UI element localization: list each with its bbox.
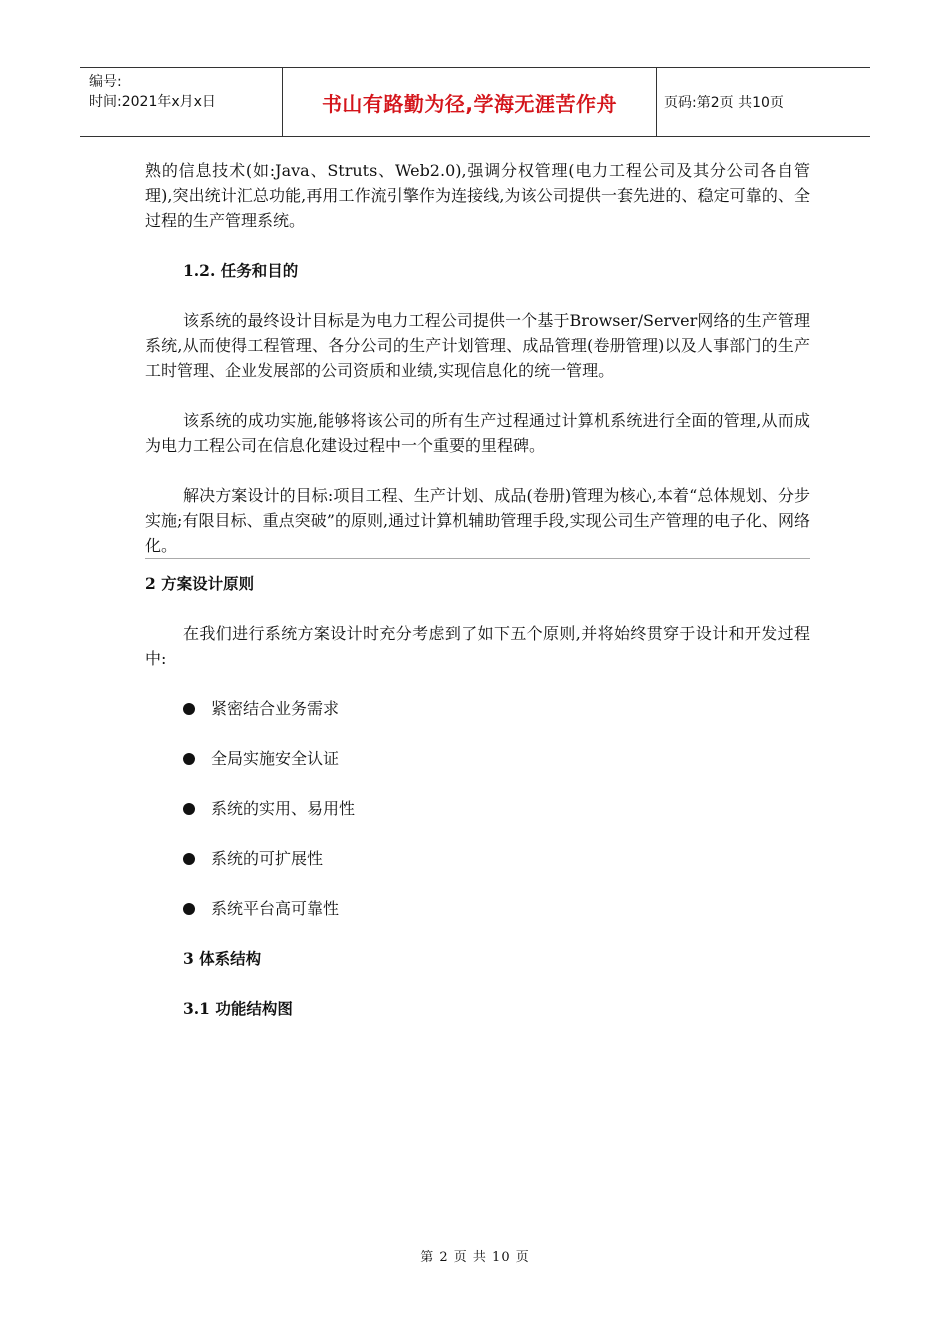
section-heading-3-1: 3.1 功能结构图 [183, 999, 293, 1018]
paragraph-goal: 该系统的最终设计目标是为电力工程公司提供一个基于Browser/Server网络的生产管理系统,从而使得工程管理、各分公司的生产计划管理、成品管理(卷册管理)以及人事部门的生产工时管理、企业发展部的公司资质和业绩,实现信息化的统一管理。 [145, 311, 810, 380]
section-heading-2: 2 方案设计原则 [145, 574, 255, 593]
document-body [145, 158, 810, 1021]
page-footer: 第 2 页 共 10 页 [420, 1250, 530, 1265]
bullet-dot-icon [183, 753, 195, 765]
list-item-text: 系统平台高可靠性 [211, 899, 340, 918]
list-item [145, 746, 810, 771]
list-item-text: 系统的可扩展性 [211, 849, 324, 868]
principles-list [145, 696, 810, 921]
paragraph-principles: 在我们进行系统方案设计时充分考虑到了如下五个原则,并将始终贯穿于设计和开发过程中: [145, 624, 810, 668]
header-motto: 书山有路勤为径,学海无涯苦作舟 [282, 68, 657, 136]
bullet-dot-icon [183, 903, 195, 915]
bullet-dot-icon [183, 703, 195, 715]
date-label: 时间:2021年x月x日 [89, 94, 216, 110]
header-page-info: 页码:第2页 共10页 [664, 95, 784, 111]
list-item-text: 系统的实用、易用性 [211, 799, 356, 818]
header-meta [80, 68, 282, 136]
list-item-text: 全局实施安全认证 [211, 749, 340, 768]
paragraph-success: 该系统的成功实施,能够将该公司的所有生产过程通过计算机系统进行全面的管理,从而成为电力工程公司在信息化建设过程中一个重要的里程碑。 [145, 411, 810, 455]
page-header [80, 67, 870, 137]
list-item-text: 紧密结合业务需求 [211, 699, 340, 718]
bullet-dot-icon [183, 803, 195, 815]
section-heading-1-2: 1.2. 任务和目的 [183, 261, 299, 280]
bullet-dot-icon [183, 853, 195, 865]
section-heading-3: 3 体系结构 [183, 949, 262, 968]
list-item [145, 846, 810, 871]
doc-number-label: 编号: [89, 74, 122, 90]
paragraph-solution: 解决方案设计的目标:项目工程、生产计划、成品(卷册)管理为核心,本着“总体规划、分步实施;有限目标、重点突破”的原则,通过计算机辅助管理手段,实现公司生产管理的电子化、网络化。 [145, 483, 810, 559]
list-item [145, 796, 810, 821]
list-item [145, 896, 810, 921]
paragraph-intro: 熟的信息技术(如:Java、Struts、Web2.0),强调分权管理(电力工程公司及其分公司各自管理),突出统计汇总功能,再用工作流引擎作为连接线,为该公司提供一套先进的、稳定可靠的、全过程的生产管理系统。 [145, 161, 810, 230]
list-item [145, 696, 810, 721]
